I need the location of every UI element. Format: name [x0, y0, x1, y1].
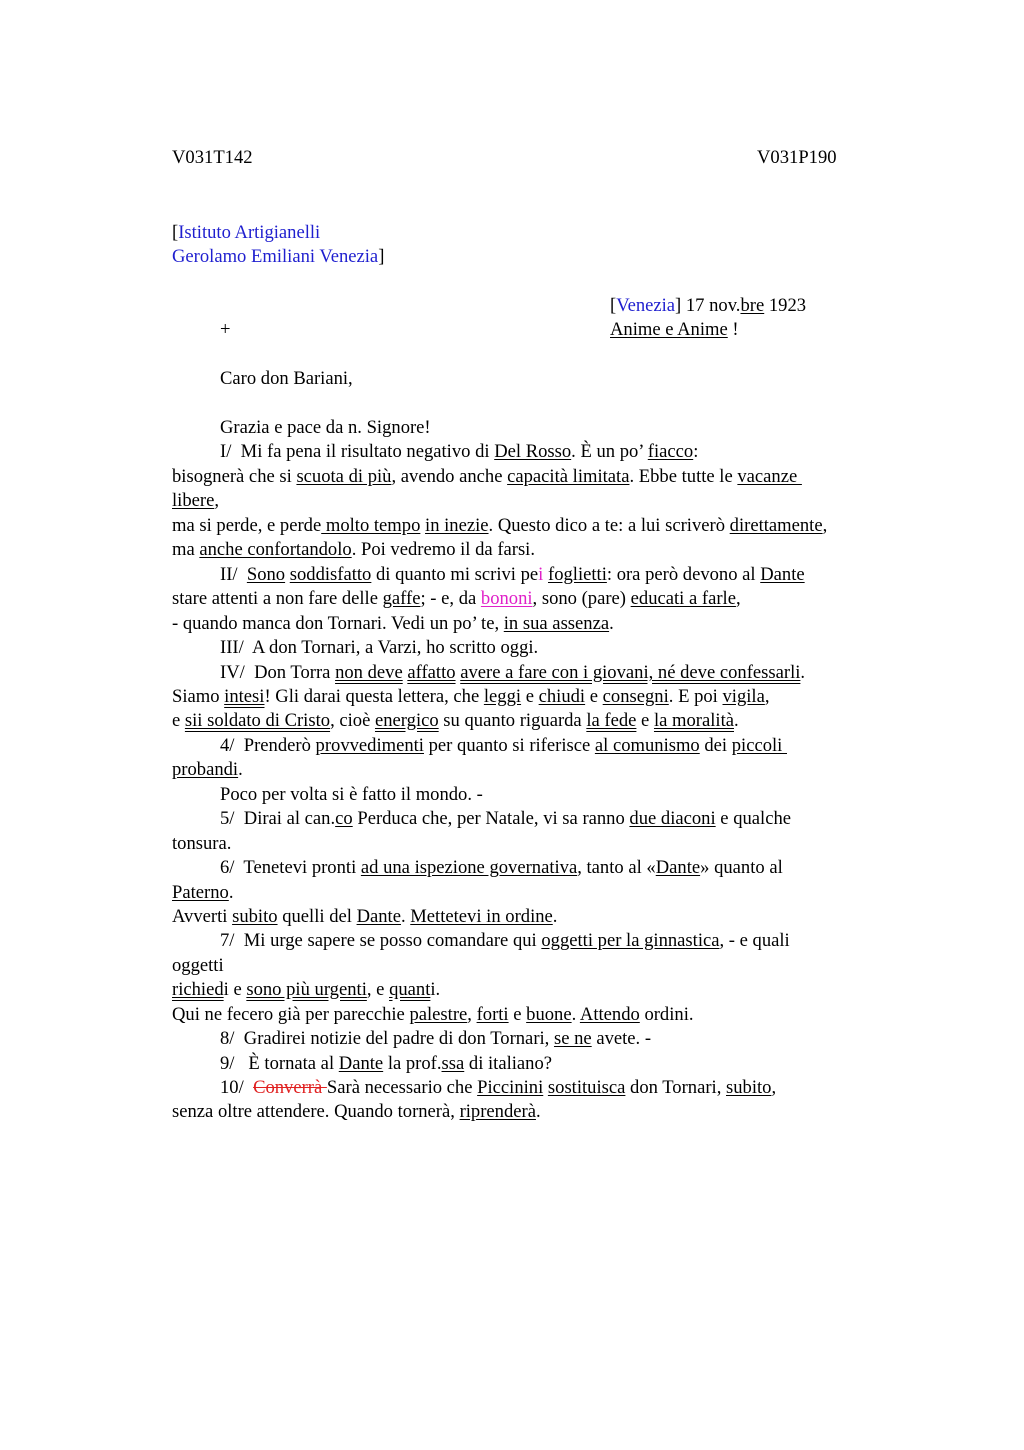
body-line-16: 5/ Dirai al can.co Perduca che, per Natale, vi sa ranno due diaconi e qualche — [220, 808, 792, 829]
body-line-15: Poco per volta si è fatto il mondo. - — [220, 784, 483, 805]
struck-word: Converrà — [253, 1077, 327, 1098]
body-line-13: 4/ Prenderò provvedimenti per quanto si riferisce al comunismo dei piccoli — [220, 735, 787, 756]
body-line-8: - quando manca don Tornari. Vedi un po’ te, in sua assenza. — [172, 613, 614, 634]
body-line-28: senza oltre attendere. Quando tornerà, riprenderà. — [172, 1101, 541, 1122]
body-line-25: 8/ Gradirei notizie del padre di don Tornari, se ne avete. - — [220, 1028, 652, 1049]
body-line-1: I/ Mi fa pena il risultato negativo di Del Rosso. È un po’ fiacco: — [220, 441, 699, 462]
body-line-14: probandi. — [172, 759, 243, 780]
body-line-21: 7/ Mi urge sapere se posso comandare qui oggetti per la ginnastica, - e quali — [220, 930, 790, 951]
cross-mark: + — [220, 319, 231, 340]
salutation: Caro don Bariani, — [220, 368, 353, 389]
body-line-17: tonsura. — [172, 833, 232, 854]
body-line-2: bisognerà che si scuota di più, avendo anche capacità limitata. Ebbe tutte le vacanze — [172, 466, 802, 487]
body-line-11: Siamo intesi! Gli darai questa lettera, che leggi e chiudi e consegni. E poi vigila, — [172, 686, 770, 707]
body-line-23: richiedi e sono più urgenti, e quanti. — [172, 979, 441, 1000]
body-line-4: ma si perde, e perde molto tempo in inezie. Questo dico a te: a lui scriverò direttamente, — [172, 515, 828, 536]
address-line-1: [Istituto Artigianelli — [172, 222, 321, 243]
body-line-22: oggetti — [172, 955, 224, 976]
greeting: Grazia e pace da n. Signore! — [220, 417, 431, 438]
body-line-19: Paterno. — [172, 882, 234, 903]
body-line-6: II/ Sono soddisfatto di quanto mi scrivi pei foglietti: ora però devono al Dante — [220, 564, 805, 585]
body-line-20: Avverti subito quelli del Dante. Mettetevi in ordine. — [172, 906, 558, 927]
body-line-24: Qui ne fecero già per parecchie palestre, forti e buone. Attendo ordini. — [172, 1004, 694, 1025]
motto: Anime e Anime ! — [610, 319, 739, 340]
body-line-27: 10/ Converrà Sarà necessario che Piccinini sostituisca don Tornari, subito, — [220, 1077, 777, 1098]
body-line-12: e sii soldato di Cristo, cioè energico su quanto riguarda la fede e la moralità. — [172, 710, 739, 731]
dateline: [Venezia] 17 nov.bre 1923 — [610, 295, 807, 316]
body-line-5: ma anche confortandolo. Poi vedremo il da farsi. — [172, 539, 536, 560]
body-line-18: 6/ Tenetevi pronti ad una ispezione governativa, tanto al «Dante» quanto al — [220, 857, 783, 878]
body-line-10: IV/ Don Torra non deve affatto avere a fare con i giovani, né deve confessarli. — [220, 662, 806, 683]
document-code-right: V031P190 — [757, 147, 837, 168]
body-line-3: libere, — [172, 490, 219, 511]
address-line-2: Gerolamo Emiliani Venezia] — [172, 246, 385, 267]
body-line-9: III/ A don Tornari, a Varzi, ho scritto oggi. — [220, 637, 539, 658]
body-line-26: 9/ È tornata al Dante la prof.ssa di italiano? — [220, 1053, 553, 1074]
body-line-7: stare attenti a non fare delle gaffe; - e, da bononi, sono (pare) educati a farle, — [172, 588, 741, 609]
document-code-left: V031T142 — [172, 147, 253, 168]
